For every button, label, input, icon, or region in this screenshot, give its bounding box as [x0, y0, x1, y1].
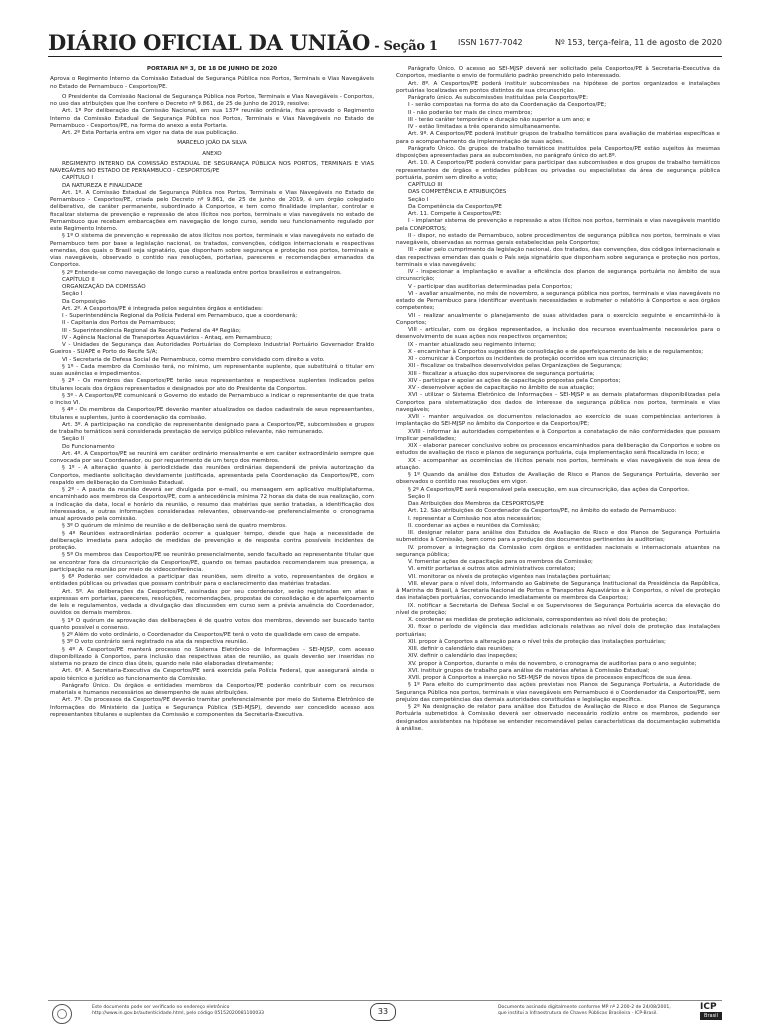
- paragraph: § 3º - A Cesportos/PE comunicará o Governo do estado de Pernambuco a indicar o representante de que trata o inciso VI.: [50, 392, 374, 406]
- paragraph: XX - acompanhar as ocorrências de ilícitos penais nos portos, terminais e vias navegáveis de sua área de atuação.: [396, 457, 720, 471]
- paragraph: IV - inspecionar a implantação e avaliar a eficiência dos planos de segurança portuária no âmbito de sua circunscrição;: [396, 269, 720, 283]
- paragraph: § 6º Poderão ser convidados a participar das reuniões, sem direito a voto, representantes de órgãos e entidades públicas ou privadas que possam contribuir para o esclarecimento das matérias tratadas.: [50, 574, 374, 588]
- paragraph: § 2º A Cesportos/PE será responsável pela execução, em sua circunscrição, das ações da Conportos.: [408, 486, 690, 493]
- paragraph: Parágrafo único. As subcomissões instituídas pela Cesportos/PE:: [408, 95, 588, 101]
- paragraph: Art. 10. A Cesportos/PE poderá convidar para participar das subcomissões e dos grupos de trabalho temáticos representantes de órgãos e entidades públicas ou privadas ou especialistas da área de segurança pública portuária, porém sem direito a voto;: [396, 160, 720, 181]
- paragraph: IV - Agência Nacional de Transportes Aquaviários - Antaq, em Pernambuco;: [62, 334, 273, 341]
- footer-verification: [92, 1005, 322, 1017]
- paragraph: IX. notificar a Secretaria de Defesa Social e os Supervisores de Segurança Portuária acerca da elevação do nível de proteção;: [396, 602, 720, 616]
- paragraph: XVIII - informar às autoridades competentes e à Conportos a constatação de não conformidades que possam implicar penalidades;: [396, 428, 720, 442]
- right-column: [396, 66, 720, 733]
- paragraph: II - Capitania dos Portos de Pernambuco;: [62, 320, 176, 327]
- paragraph: § 5º Os membros das Cesportos/PE se reunirão presencialmente, sendo facultado ao representante titular que se encontrar fora da circunscrição da Cesportos/PE, quando os temas pautados recomendarem sua presença, a participação na reunião por meio de videoconferência.: [50, 552, 374, 573]
- paragraph: DAS COMPETÊNCIA E ATRIBUIÇÕES: [408, 189, 507, 196]
- paragraph: Da Composição: [62, 298, 106, 305]
- paragraph: Art. 12. São atribuições do Coordenador da Cesportos/PE, no âmbito do estado de Pernambuco:: [408, 508, 677, 515]
- paragraph: § 4º A Cesportos/PE manterá processo no Sistema Eletrônico de Informações - SEI-MJSP, com acesso disponibilizado à Conportos, para inclusão das respectivas atas de reunião, as quais deverão ser inseridas no sistema no prazo de cinco dias úteis, quando nele não elaboradas diretamente;: [50, 646, 374, 667]
- paragraph: XVII. propor à Conportos a inserção no SEI-MJSP de novos tipos de processos específicos de sua área.: [408, 675, 692, 681]
- paragraph: § 1º - Cada membro da Comissão terá, no mínimo, um representante suplente, que substituirá o titular em suas ausências e impedimentos.: [50, 363, 374, 377]
- paragraph: VIII. elevar para o nível dois, informando ao Gabinete de Segurança Institucional da Presidência da República, à Marinha do Brasil, à Secretaria Nacional de Portos e Transportes Aquaviários e à Conportos, o nível de proteção das instalações portuárias, convocando imediatamente os membros da Cesportos;: [396, 580, 720, 602]
- coat-of-arms-icon: [52, 1004, 72, 1024]
- paragraph: Art. 3º. A participação na condição de representante designado para a Cesportos/PE, subcomissões e grupos de trabalho temáticos será considerada prestação de serviço público relevante, não remunerado.: [50, 421, 374, 435]
- paragraph: Art. 7º. Os processos da Cesportos/PE deverão tramitar preferencialmente por meio do Sistema Eletrônico de Informações do Ministério da Justiça e Segurança Pública (SEI-MJSP), devendo ser concedido acesso aos representantes titulares e suplentes da Comissão e componentes da Secretaria-Executiva.: [50, 697, 374, 718]
- paragraph: Parágrafo Único. Os órgãos e entidades membros da Cesportos/PE poderão contribuir com os recursos materiais e humanos necessários ao desempenho de suas atribuições.: [50, 682, 374, 696]
- paragraph: § 1º O sistema de prevenção e repressão de atos ilícitos nos portos, terminais e vias navegáveis no estado de Pernambuco tem por base a legislação nacional, os tratados, convenções, códigos internacionais e respectivas emendas, dos quais o Brasil seja signatário, que disponham sobre segurança e proteção nos portos, terminais e vias navegáveis, observado o contido nas resoluções, portarias, pareceres e recomendações emanados da Conportos.: [50, 233, 374, 269]
- preamble: [50, 94, 374, 138]
- paragraph: Seção II: [62, 436, 84, 443]
- paragraph: § 2º - Os membros das Cesportos/PE terão seus representantes e respectivos suplentes indicados pelos titulares locais dos órgãos representados e designados por ato do Presidente da Conportos.: [50, 378, 374, 392]
- paragraph: IV. promover a integração da Comissão com órgãos e entidades nacionais e internacionais atuantes na segurança pública;: [396, 544, 720, 558]
- paragraph: IX - manter atualizado seu regimento interno;: [408, 341, 537, 348]
- paragraph: XIV. definir o calendário das inspeções;: [408, 653, 518, 660]
- paragraph: XIV - participar e apoiar as ações de capacitação propostas pela Conportos;: [408, 377, 621, 384]
- paragraph: Art. 1º Por deliberação da Comissão Nacional, em sua 137ª reunião ordinária, fica aprovado o Regimento Interno da Comissão Estadual de Segurança Pública nos Portos, Terminais e Vias Navegáveis no Estado de Pernambuco - Cesportos/PE, na forma do anexo a esta Portaria.: [50, 108, 374, 129]
- paragraph: CAPÍTULO II: [62, 276, 95, 283]
- left-column: [50, 66, 374, 719]
- paragraph: VII - realizar anualmente o planejamento de suas atividades para o exercício seguinte e encaminhá-lo à Conportos;: [396, 312, 720, 326]
- paragraph: I - implantar sistema de prevenção e repressão a atos ilícitos nos portos, terminais e vias navegáveis mantido pela CONPORTOS;: [396, 218, 720, 232]
- footer-signature-note: [498, 1005, 688, 1017]
- paragraph: CAPÍTULO III: [408, 182, 443, 188]
- paragraph: XVI - utilizar o Sistema Eletrônico de Informações - SEI-MJSP e as demais plataformas disponibilizadas pela Conportos para sistematização dos dados de interesse da segurança pública nos portos, terminais e vias navegáveis;: [396, 392, 720, 413]
- paragraph: II - dispor, no estado de Pernambuco, sobre procedimentos de segurança pública nos portos, terminais e vias navegáveis, observadas as normas gerais estabelecidas pela Conportos;: [396, 232, 720, 246]
- paragraph: Art. 2º. A Cesportos/PE é integrada pelos seguintes órgãos e entidades:: [62, 305, 263, 312]
- paragraph: X - encaminhar à Conportos sugestões de consolidação e de aperfeiçoamento de leis e de regulamentos;: [408, 348, 704, 355]
- paragraph: Da Competência da Cesportos/PE: [408, 203, 502, 210]
- paragraph: Das Atribuições dos Membros da CESPORTOS/PE: [408, 501, 544, 507]
- signature: MARCELO JOÃO DA SILVA: [177, 140, 247, 147]
- paragraph: XVII - manter arquivados os documentos relacionados ao exercício de suas competências anteriores à implantação do SEI-MJSP no âmbito da Conportos e da Cesportos/PE;: [396, 414, 720, 428]
- paragraph: § 1º O quórum de aprovação das deliberações é de quatro votos dos membros, devendo ser buscado tanto quanto possível o consenso.: [50, 617, 374, 631]
- paragraph: § 2º Entende-se como navegação de longo curso a realizada entre portos brasileiros e estrangeiros.: [62, 269, 342, 276]
- paragraph: Do Funcionamento: [62, 443, 115, 450]
- paragraph: CAPÍTULO I: [62, 175, 94, 182]
- anexo-label: ANEXO: [202, 150, 222, 157]
- ementa: Aprova o Regimento Interno da Comissão Estadual de Segurança Pública nos Portos, Terminais e Vias Navegáveis no Estado de Pernambuco - Cesportos/PE.: [50, 76, 374, 90]
- paragraph: XV. propor à Conportos, durante o mês de novembro, o cronograma de auditorias para o ano seguinte;: [408, 660, 697, 667]
- footer-left-line2: http://www.in.gov.br/autenticidade.html, pelo código 05152020081100033: [92, 1011, 265, 1016]
- paragraph: XV - desenvolver ações de capacitação no âmbito de sua atuação;: [408, 385, 595, 391]
- paragraph: V - participar das auditorias determinadas pela Conportos;: [408, 283, 573, 290]
- footer-rule: [48, 1000, 722, 1001]
- paragraph: XII. propor à Conportos a alteração para o nível três de proteção das instalações portuárias;: [408, 638, 666, 645]
- page-number: 33: [370, 1003, 396, 1021]
- portaria-title: PORTARIA Nº 3, DE 18 DE JUNHO DE 2020: [146, 66, 278, 72]
- paragraph: XIII. definir o calendário das reuniões;: [408, 646, 514, 652]
- paragraph: I. representar a Comissão nos atos necessários;: [408, 515, 542, 522]
- paragraph: Art. 4º. A Cesportos/PE se reunirá em caráter ordinário mensalmente e em caráter extraordinário sempre que convocada por seu Coordenador, ou por requerimento de um terço dos membros.: [50, 450, 374, 464]
- paragraph: XI - comunicar à Conportos os incidentes de proteção ocorridos em sua circunscrição;: [408, 356, 649, 362]
- footer-left-line1: Este documento pode ser verificado no endereço eletrônico: [92, 1005, 230, 1010]
- paragraph: XIII - fiscalizar a atuação dos supervisores de segurança portuária;: [408, 370, 595, 377]
- footer-right-line2: que institui a Infraestrutura de Chaves Públicas Brasileira - ICP-Brasil.: [498, 1011, 658, 1016]
- paragraph: Art. 5º. As deliberações da Cesportos/PE, assinadas por seu coordenador, serão registradas em atas e expressas em portarias, pareceres, resoluções, recomendações, propostas de consolidação e de aperfeiçoamento de leis e regulamentos, vedada a divulgação das discussões em curso sem a prévia anuência do Coordenador, ouvidos os demais membros.: [50, 588, 374, 617]
- paragraph: Seção II: [408, 493, 430, 500]
- journal-title: DIÁRIO OFICIAL DA UNIÃO - Seção 1: [48, 30, 438, 55]
- paragraph: § 3º O voto contrário será registrado na ata da respectiva reunião.: [62, 639, 249, 646]
- paragraph: II - não poderão ter mais de cinco membros;: [408, 109, 533, 116]
- paragraph: Art. 2º Esta Portaria entra em vigor na data de sua publicação.: [62, 130, 238, 136]
- paragraph: Art. 8º. A Cesportos/PE poderá instituir subcomissões na hipótese de portos organizados e instalações portuárias localizadas em pontos distintos de sua circunscrição.: [396, 80, 720, 94]
- paragraph: XIX - elaborar parecer conclusivo sobre os processos encaminhados para deliberação da Conportos e sobre os estudos de avaliação de risco e planos de segurança portuária, cuja implementação será fiscalizada in loco; e: [396, 443, 720, 457]
- paragraph: III - terão caráter temporário e duração não superior a um ano; e: [408, 116, 591, 123]
- paragraph: V. fomentar ações de capacitação para os membros da Comissão;: [408, 559, 593, 565]
- paragraph: O Presidente da Comissão Nacional de Segurança Pública nos Portos, Terminais e Vias Navegáveis - Conportos, no uso das atribuições que lhe confere o Decreto nº 9.861, de 25 de junho de 2019, resolve:: [50, 93, 374, 107]
- section-label: - Seção 1: [369, 39, 438, 54]
- paragraph: Art. 1º. A Comissão Estadual de Segurança Pública nos Portos, Terminais e Vias Navegáveis no Estado de Pernambuco - Cesportos/PE, criada pelo Decreto nº 9.861, de 25 de junho de 2019, é um órgão colegiado deliberativo, de caráter permanente, subordinado à Conportos, e tem como finalidade implantar, controlar e fiscalizar sistema de prevenção e repressão de atos ilícitos nos portos, terminais e vias navegáveis no estado de Pernambuco que recebam embarcações em navegação de longo curso, sendo seu funcionamento regulado por este Regimento Interno.: [50, 189, 374, 232]
- paragraph: Seção I: [62, 291, 83, 298]
- paragraph: Seção I: [408, 196, 429, 203]
- regimento-title: REGIMENTO INTERNO DA COMISSÃO ESTADUAL DE SEGURANÇA PÚBLICA NOS PORTOS, TERMINAIS E VIAS NAVEGÁVEIS NO ESTADO DE PERNAMBUCO - CESPORTOS/PE: [50, 160, 374, 174]
- footer-right-line1: Documento assinado digitalmente conforme MP nº 2.200-2 de 24/08/2001,: [498, 1005, 671, 1010]
- paragraph: ORGANIZAÇÃO DA COMISSÃO: [62, 284, 146, 290]
- paragraph: VIII - articular, com os órgãos representados, a inclusão dos recursos eventualmente necessários para o desenvolvimento de suas ações nos respectivos orçamentos;: [396, 327, 720, 341]
- paragraph: VI - avaliar anualmente, no mês de novembro, a segurança pública nos portos, terminais e vias navegáveis no estado de Pernambuco para identificar eventuais necessidades e submeter o relatório à Conportos e aos órgãos competentes;: [396, 290, 720, 312]
- paragraph: XII - fiscalizar os trabalhos desenvolvidos pelas Organizações de Segurança;: [408, 363, 622, 370]
- left-body: [50, 175, 374, 719]
- paragraph: VI. emitir portarias e outros atos administrativos correlatos;: [408, 566, 576, 573]
- paragraph: XVI. instituir grupos de trabalho para análise de matérias afetas à Comissão Estadual;: [408, 667, 650, 674]
- icp-logo-bottom: Brasil: [700, 1012, 722, 1020]
- paragraph: § 1º Para efeito do cumprimento das ações previstas nos Planos de Segurança Portuária, a Autoridade de Segurança Pública nos portos, terminais e vias navegáveis em Pernambuco é o Coordenador da Cesportos/PE, sem prejuízo das competências das demais autoridades constituídas e legislação específica.: [396, 682, 720, 703]
- paragraph: III - zelar pelo cumprimento da legislação nacional, dos tratados, das convenções, dos códigos internacionais e das respectivas emendas das quais o País seja signatário que disponham sobre segurança e proteção nos portos, terminais e vias navegáveis;: [396, 247, 720, 268]
- issn: ISSN 1677-7042: [458, 38, 523, 47]
- paragraph: Art. 6º. A Secretaria-Executiva da Cesportos/PE será exercida pela Polícia Federal, que assegurará ainda o apoio técnico e jurídico ao funcionamento da Comissão.: [50, 668, 374, 682]
- paragraph: § 1º Quando da análise dos Estudos de Avaliação de Risco e Planos de Segurança Portuária, deverão ser observados o contido nas resoluções em vigor.: [396, 472, 720, 486]
- right-body: [396, 66, 720, 733]
- paragraph: DA NATUREZA E FINALIDADE: [62, 182, 143, 189]
- page-header: [48, 30, 722, 54]
- header-rule: [48, 56, 722, 57]
- paragraph: Parágrafo Único. O acesso ao SEI-MJSP deverá ser solicitado pela Cesportos/PE à Secretaria-Executiva da Conportos, mediante o envio de formulário padrão preenchido pelo interessado.: [396, 66, 720, 80]
- paragraph: § 3º O quórum de mínimo de reunião e de deliberação será de quatro membros.: [62, 523, 287, 530]
- paragraph: IV - estão limitadas a três operando simultaneamente.: [408, 124, 561, 130]
- paragraph: XI. fixar o período de vigência das medidas adicionais relativas ao nível dois de proteção das instalações portuárias;: [396, 624, 720, 638]
- paragraph: § 2º Na designação de relator para análise dos Estudos de Avaliação de Risco e dos Planos de Segurança Portuária submetidos à Comissão deverá ser observado necessário rodízio entre os membros, podendo ser designados assistentes na hipótese se entender recomendável pelas características da documentação submetida à análise.: [396, 704, 720, 732]
- paragraph: X. coordenar as medidas de proteção adicionais, correspondentes ao nível dois de proteção;: [408, 617, 668, 623]
- paragraph: § 2º Além do voto ordinário, o Coordenador da Cesportos/PE terá o voto de qualidade em caso de empate.: [62, 632, 361, 638]
- paragraph: § 4º Reuniões extraordinárias poderão ocorrer a qualquer tempo, desde que haja a necessidade de deliberação imediata para adoção de medidas de prevenção e de resposta contra possíveis incidentes de proteção.: [50, 530, 374, 551]
- paragraph: § 4º - Os membros da Cesportos/PE deverão manter atualizados os dados cadastrais de seus representantes, titulares e suplentes, junto à coordenação da comissão.: [50, 407, 374, 421]
- paragraph: § 1º - A alteração quanto à periodicidade das reuniões ordinárias dependerá de prévia autorização da Conportos, mediante solicitação devidamente justificada, apresentada pela Coordenação da Cesportos/PE, com respaldo em deliberação da Comissão Estadual.: [50, 465, 374, 486]
- paragraph: Parágrafo Único. Os grupos de trabalho temáticos instituídos pela Cesportos/PE estão sujeitos às mesmas disposições apresentadas para as subcomissões, no parágrafo único do art.8º.: [396, 145, 720, 159]
- paragraph: Art. 11. Compete à Cesportos/PE:: [408, 211, 502, 217]
- paragraph: VII. monitorar os níveis de proteção vigentes nas instalações portuárias;: [408, 573, 611, 580]
- edition-date: Nº 153, terça-feira, 11 de agosto de 2020: [554, 38, 722, 47]
- paragraph: III - Superintendência Regional da Receita Federal da 4ª Região;: [62, 327, 241, 334]
- paragraph: I - serão compostas na forma do ato da Coordenação da Cesportos/PE;: [408, 102, 607, 109]
- paragraph: II. coordenar as ações e reuniões da Comissão;: [408, 522, 540, 529]
- paragraph: § 2º - A pauta da reunião deverá ser divulgada por e-mail, ou mensagem em aplicativo multiplataforma, encaminhado aos membros da Cesportos/PE, com a antecedência mínima 72 horas da data de sua realização, com a indicação da data, local e horário da reunião, o resumo das matérias que serão tratadas, a identificação dos interessados, e outras informações consideradas relevantes, observando-se preferencialmente o cronograma anual aprovado pela comissão.: [50, 487, 374, 522]
- paragraph: V - Unidades de Segurança das Autoridades Portuárias do Complexo Industrial Portuário Governador Eraldo Gueiros - SUAPE e Porto do Recife S/A;: [50, 342, 374, 356]
- paragraph: Art. 9º. A Cesportos/PE poderá instituir grupos de trabalho temáticos para avaliação de matérias específicas e para o acompanhamento da implementação de suas ações.: [396, 131, 720, 145]
- paragraph: VI - Secretaria de Defesa Social de Pernambuco, como membro convidado com direito a voto.: [62, 356, 325, 363]
- icp-logo-top: ICP: [700, 1002, 717, 1012]
- icp-brasil-logo: [700, 1002, 722, 1022]
- paragraph: III. designar relator para análise dos Estudos de Avaliação de Risco e dos Planos de Segurança Portuária submetidos à Comissão, bem como para a produção dos documentos pertinentes às auditorias;: [396, 530, 720, 544]
- paragraph: I - Superintendência Regional da Polícia Federal em Pernambuco, que a coordenará;: [62, 313, 298, 319]
